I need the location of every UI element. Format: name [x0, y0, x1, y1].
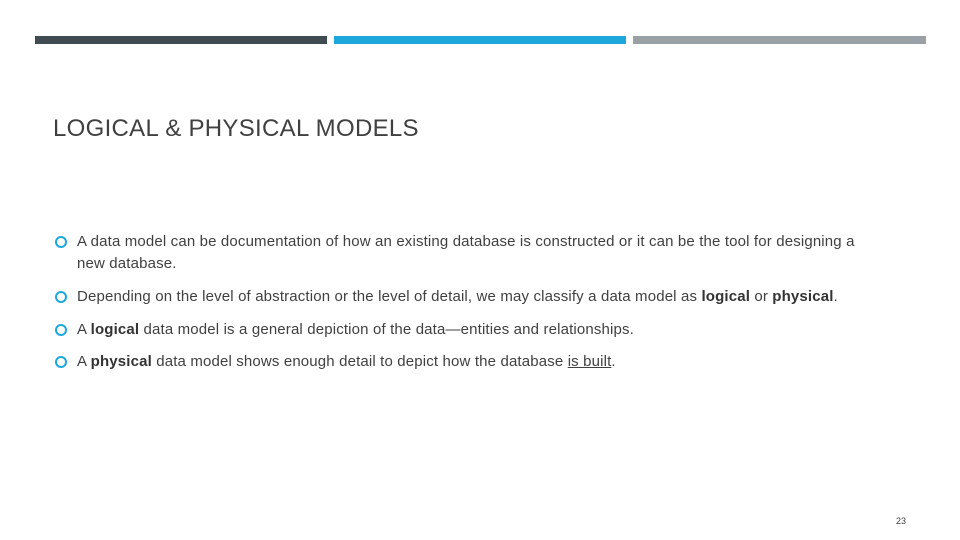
bullet-item: [55, 319, 875, 341]
bold-term-physical: physical: [90, 353, 152, 370]
slide-title: LOGICAL & PHYSICAL MODELS: [53, 115, 419, 142]
bullet-text: A data model can be documentation of how an existing database is constructed or it can be the tool for designing a new database.: [77, 233, 855, 272]
bullet-item: [55, 351, 875, 373]
bullet-list: [55, 231, 875, 373]
page-number: 23: [896, 516, 907, 526]
hollow-circle-bullet-icon: [55, 291, 67, 303]
bullet-text: data model shows enough detail to depict how the database: [151, 353, 568, 370]
hollow-circle-bullet-icon: [55, 236, 67, 248]
bullet-item: [55, 231, 875, 275]
top-accent-bars: [35, 36, 926, 44]
bullet-text: A: [77, 353, 91, 370]
accent-bar-dark: [35, 36, 327, 44]
bullet-text: .: [611, 353, 616, 370]
bullet-text: or: [750, 288, 773, 305]
bullet-item: [55, 286, 875, 308]
bullet-text: Depending on the level of abstraction or the level of detail, we may classify a data model as: [77, 288, 702, 305]
hollow-circle-bullet-icon: [55, 356, 67, 368]
bold-term-logical: logical: [701, 288, 751, 305]
bold-term-logical: logical: [90, 321, 140, 338]
bullet-text: data model is a general depiction of the data—entities and relationships.: [139, 321, 634, 338]
bullet-text: .: [833, 288, 838, 305]
accent-bar-blue: [334, 36, 626, 44]
bold-term-physical: physical: [772, 288, 834, 305]
hollow-circle-bullet-icon: [55, 324, 67, 336]
accent-bar-gray: [633, 36, 926, 44]
underlined-text: is built: [567, 353, 612, 370]
bullet-text: A: [77, 321, 91, 338]
